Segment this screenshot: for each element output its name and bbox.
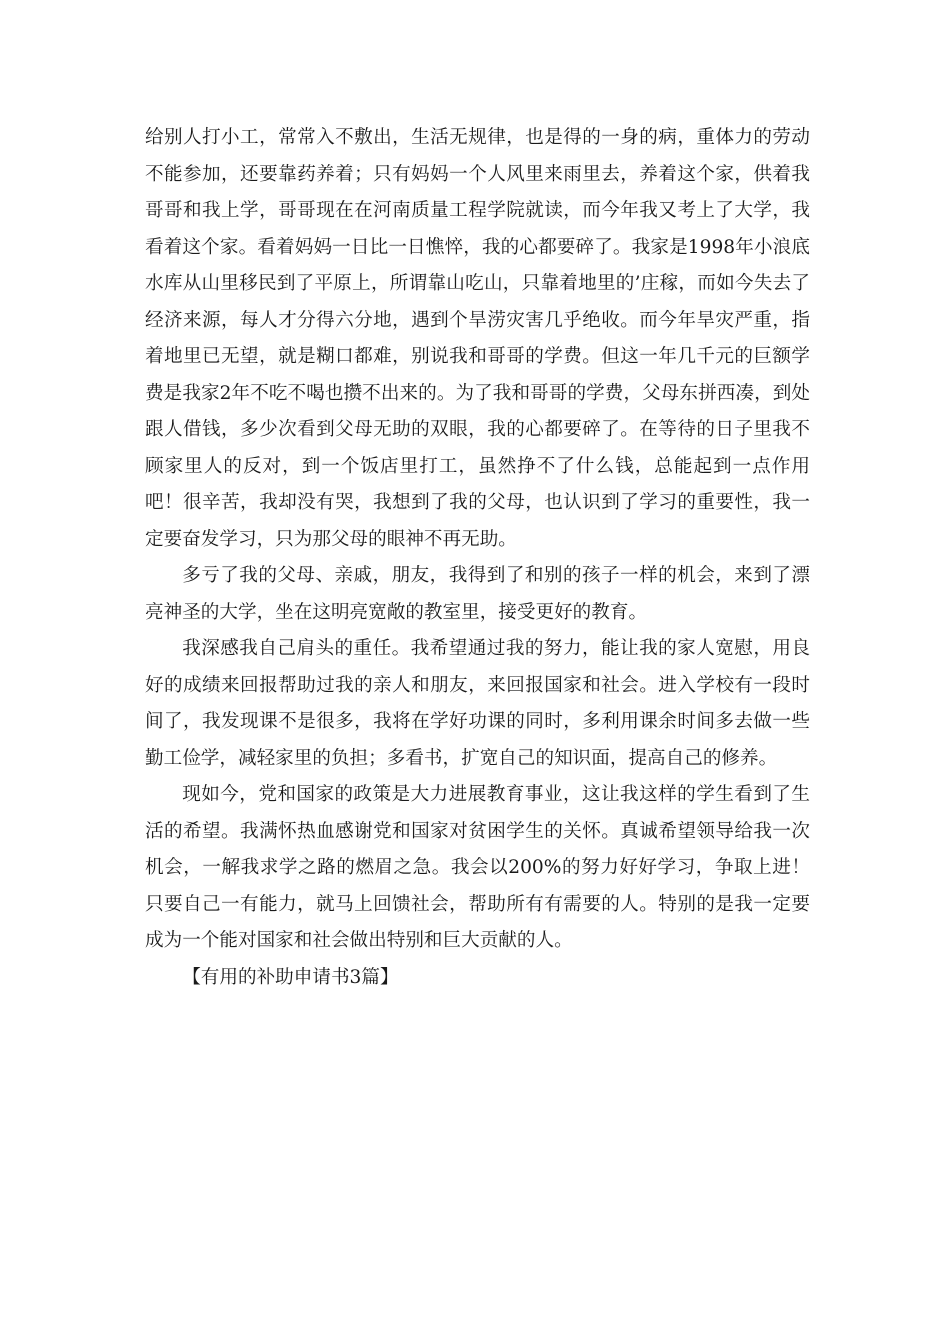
paragraph: 现如今，党和国家的政策是大力进展教育事业，这让我这样的学生看到了生活的希望。我满怀热血感谢党和国家对贫困学生的关怀。真诚希望领导给我一次机会，一解我求学之路的燃眉之急。我会以200%的努力好好学习，争取上进！只要自己一有能力，就马上回馈社会，帮助所有有需要的人。特别的是我一定要成为一个能对国家和社会做出特别和巨大贡献的人。	[145, 784, 810, 951]
section-heading: 【有用的补助申请书3篇】	[182, 966, 399, 988]
document-body	[145, 120, 810, 996]
paragraph: 多亏了我的父母、亲戚，朋友，我得到了和别的孩子一样的机会，来到了漂亮神圣的大学，坐在这明亮宽敞的教室里，接受更好的教育。	[145, 565, 810, 623]
paragraph: 我深感我自己肩头的重任。我希望通过我的努力，能让我的家人宽慰，用良好的成绩来回报帮助过我的亲人和朋友，来回报国家和社会。进入学校有一段时间了，我发现课不是很多，我将在学好功课的同时，多利用课余时间多去做一些勤工俭学，减轻家里的负担；多看书，扩宽自己的知识面，提高自己的修养。	[145, 638, 810, 769]
paragraph-continued: 给别人打小工，常常入不敷出，生活无规律，也是得的一身的病，重体力的劳动不能参加，还要靠药养着；只有妈妈一个人风里来雨里去，养着这个家，供着我哥哥和我上学，哥哥现在在河南质量工程学院就读，而今年我又考上了大学，我看着这个家。看着妈妈一日比一日憔悴，我的心都要碎了。我家是1998年小浪底水库从山里移民到了平原上，所谓靠山吃山，只靠着地里的’庄稼，而如今失去了经济来源，每人才分得六分地，遇到个旱涝灾害几乎绝收。而今年旱灾严重，指着地里已无望，就是糊口都难，别说我和哥哥的学费。但这一年几千元的巨额学费是我家2年不吃不喝也攒不出来的。为了我和哥哥的学费，父母东拼西凑，到处跟人借钱，多少次看到父母无助的双眼，我的心都要碎了。在等待的日子里我不顾家里人的反对，到一个饭店里打工，虽然挣不了什么钱，总能起到一点作用吧！很辛苦，我却没有哭，我想到了我的父母，也认识到了学习的重要性，我一定要奋发学习，只为那父母的眼神不再无助。	[145, 127, 810, 550]
